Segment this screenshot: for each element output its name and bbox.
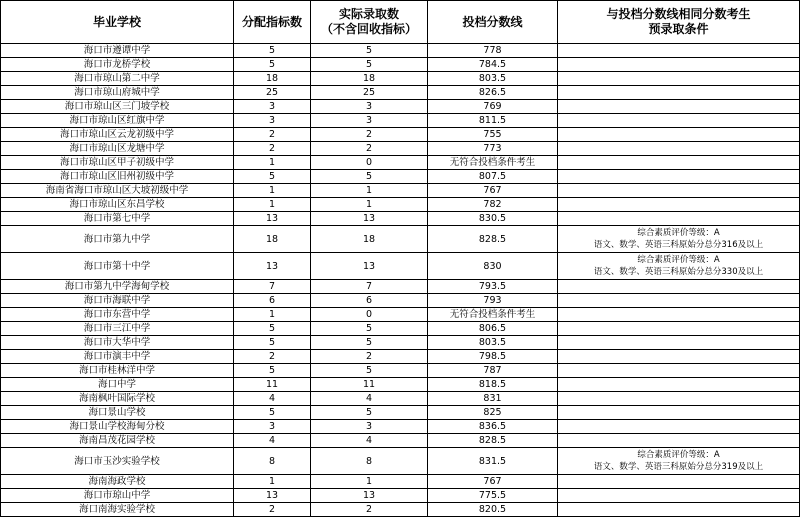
- table-row: [1, 364, 800, 378]
- quota-cell: 18: [234, 226, 311, 253]
- admitted-cell: 0: [311, 308, 428, 322]
- table-row: [1, 280, 800, 294]
- score-cell: 806.5: [428, 322, 558, 336]
- condition-cell: [558, 86, 800, 100]
- quota-cell: 25: [234, 86, 311, 100]
- table-row: [1, 100, 800, 114]
- table-row: [1, 86, 800, 100]
- table-row: [1, 489, 800, 503]
- school-cell: 海口市琼山区三门坡学校: [1, 100, 234, 114]
- table-row: [1, 226, 800, 253]
- quota-cell: 5: [234, 322, 311, 336]
- quota-cell: 5: [234, 44, 311, 58]
- condition-cell: [558, 475, 800, 489]
- condition-cell: [558, 336, 800, 350]
- header-admitted-line1: 实际录取数: [338, 7, 399, 21]
- admitted-cell: 1: [311, 198, 428, 212]
- score-cell: 820.5: [428, 503, 558, 517]
- condition-line1: 综合素质评价等级：A: [637, 450, 720, 460]
- condition-cell: [558, 406, 800, 420]
- school-cell: 海口市琼山区红旗中学: [1, 114, 234, 128]
- school-cell: 海口市第七中学: [1, 212, 234, 226]
- quota-cell: 13: [234, 253, 311, 280]
- school-cell: 海南枫叶国际学校: [1, 392, 234, 406]
- condition-cell: [558, 253, 800, 280]
- header-condition-line2: 预录取条件: [648, 22, 709, 36]
- table-row: [1, 114, 800, 128]
- table-row: [1, 322, 800, 336]
- admitted-cell: 1: [311, 184, 428, 198]
- score-cell: 793: [428, 294, 558, 308]
- table-body: [1, 44, 800, 517]
- school-cell: 海口中学: [1, 378, 234, 392]
- quota-cell: 2: [234, 350, 311, 364]
- table-row: [1, 44, 800, 58]
- quota-cell: 2: [234, 128, 311, 142]
- quota-cell: 13: [234, 212, 311, 226]
- school-cell: 海口市第九中学海甸学校: [1, 280, 234, 294]
- condition-cell: [558, 44, 800, 58]
- table-row: [1, 420, 800, 434]
- school-cell: 海南海政学校: [1, 475, 234, 489]
- header-row: [1, 1, 800, 44]
- quota-cell: 5: [234, 336, 311, 350]
- admitted-cell: 25: [311, 86, 428, 100]
- score-cell: 803.5: [428, 336, 558, 350]
- quota-cell: 7: [234, 280, 311, 294]
- score-cell: 811.5: [428, 114, 558, 128]
- quota-cell: 5: [234, 406, 311, 420]
- school-cell: 海口市桂林洋中学: [1, 364, 234, 378]
- quota-cell: 8: [234, 448, 311, 475]
- school-cell: 海口市玉沙实验学校: [1, 448, 234, 475]
- score-cell: 818.5: [428, 378, 558, 392]
- quota-cell: 5: [234, 364, 311, 378]
- school-cell: 海口市琼山区东昌学校: [1, 198, 234, 212]
- score-cell: 828.5: [428, 226, 558, 253]
- quota-cell: 2: [234, 142, 311, 156]
- school-cell: 海口市三江中学: [1, 322, 234, 336]
- admitted-cell: 5: [311, 58, 428, 72]
- score-cell: 787: [428, 364, 558, 378]
- condition-cell: [558, 114, 800, 128]
- condition-cell: [558, 170, 800, 184]
- admitted-cell: 2: [311, 503, 428, 517]
- score-cell: 807.5: [428, 170, 558, 184]
- score-cell: 784.5: [428, 58, 558, 72]
- score-cell: 830.5: [428, 212, 558, 226]
- quota-cell: 5: [234, 170, 311, 184]
- quota-cell: 1: [234, 198, 311, 212]
- admitted-cell: 7: [311, 280, 428, 294]
- admitted-cell: 8: [311, 448, 428, 475]
- table-row: [1, 212, 800, 226]
- admitted-cell: 3: [311, 100, 428, 114]
- admitted-cell: 3: [311, 420, 428, 434]
- admitted-cell: 5: [311, 44, 428, 58]
- condition-line2: 语文、数学、英语三科原始分总分330及以上: [593, 267, 764, 277]
- school-cell: 海口市琼山区甲子初级中学: [1, 156, 234, 170]
- quota-cell: 3: [234, 114, 311, 128]
- quota-cell: 2: [234, 503, 311, 517]
- header-condition-line1: 与投档分数线相同分数考生: [606, 7, 751, 21]
- quota-cell: 4: [234, 434, 311, 448]
- condition-cell: [558, 350, 800, 364]
- condition-cell: [558, 280, 800, 294]
- table-row: [1, 58, 800, 72]
- condition-cell: [558, 142, 800, 156]
- quota-cell: 1: [234, 184, 311, 198]
- school-cell: 海口市海联中学: [1, 294, 234, 308]
- condition-cell: [558, 378, 800, 392]
- condition-cell: [558, 184, 800, 198]
- school-cell: 海口南海实验学校: [1, 503, 234, 517]
- condition-cell: [558, 128, 800, 142]
- condition-cell: [558, 58, 800, 72]
- condition-line2: 语文、数学、英语三科原始分总分316及以上: [593, 240, 764, 250]
- table-row: [1, 198, 800, 212]
- school-cell: 海口市遵谭中学: [1, 44, 234, 58]
- condition-cell: [558, 489, 800, 503]
- table-row: [1, 503, 800, 517]
- score-cell: 793.5: [428, 280, 558, 294]
- admitted-cell: 5: [311, 364, 428, 378]
- admitted-cell: 13: [311, 253, 428, 280]
- school-cell: 海口市大华中学: [1, 336, 234, 350]
- score-cell: 775.5: [428, 489, 558, 503]
- school-cell: 海南昌茂花园学校: [1, 434, 234, 448]
- table-row: [1, 128, 800, 142]
- condition-cell: [558, 308, 800, 322]
- score-cell: 831: [428, 392, 558, 406]
- school-cell: 海口市琼山区龙塘中学: [1, 142, 234, 156]
- table-row: [1, 475, 800, 489]
- admitted-cell: 2: [311, 142, 428, 156]
- table-row: [1, 142, 800, 156]
- admitted-cell: 5: [311, 170, 428, 184]
- admitted-cell: 18: [311, 72, 428, 86]
- score-cell: 无符合投档条件考生: [428, 308, 558, 322]
- condition-cell: [558, 392, 800, 406]
- table-row: [1, 294, 800, 308]
- table-row: [1, 434, 800, 448]
- score-cell: 831.5: [428, 448, 558, 475]
- condition-cell: [558, 294, 800, 308]
- condition-cell: [558, 72, 800, 86]
- score-cell: 778: [428, 44, 558, 58]
- score-cell: 826.5: [428, 86, 558, 100]
- condition-cell: [558, 503, 800, 517]
- header-admitted: [311, 1, 428, 44]
- condition-cell: [558, 100, 800, 114]
- score-cell: 825: [428, 406, 558, 420]
- score-cell: 836.5: [428, 420, 558, 434]
- score-cell: 782: [428, 198, 558, 212]
- admitted-cell: 13: [311, 489, 428, 503]
- admitted-cell: 6: [311, 294, 428, 308]
- admitted-cell: 2: [311, 128, 428, 142]
- school-cell: 海口景山学校海甸分校: [1, 420, 234, 434]
- table-row: [1, 448, 800, 475]
- table-row: [1, 406, 800, 420]
- header-quota: 分配指标数: [234, 1, 311, 44]
- table-row: [1, 336, 800, 350]
- table-row: [1, 170, 800, 184]
- school-cell: 海口市东营中学: [1, 308, 234, 322]
- table-row: [1, 378, 800, 392]
- school-cell: 海口市第九中学: [1, 226, 234, 253]
- admitted-cell: 13: [311, 212, 428, 226]
- school-cell: 海口市琼山第二中学: [1, 72, 234, 86]
- table-row: [1, 392, 800, 406]
- admitted-cell: 4: [311, 434, 428, 448]
- condition-cell: [558, 448, 800, 475]
- school-cell: 海口景山学校: [1, 406, 234, 420]
- school-cell: 海口市第十中学: [1, 253, 234, 280]
- header-condition: [558, 1, 800, 44]
- condition-cell: [558, 156, 800, 170]
- school-cell: 海口市琼山府城中学: [1, 86, 234, 100]
- header-school: 毕业学校: [1, 1, 234, 44]
- table-row: [1, 350, 800, 364]
- condition-line1: 综合素质评价等级：A: [637, 255, 720, 265]
- score-cell: 755: [428, 128, 558, 142]
- school-cell: 海口市琼山区旧州初级中学: [1, 170, 234, 184]
- admitted-cell: 11: [311, 378, 428, 392]
- admitted-cell: 4: [311, 392, 428, 406]
- condition-cell: [558, 226, 800, 253]
- condition-cell: [558, 198, 800, 212]
- admitted-cell: 0: [311, 156, 428, 170]
- table-row: [1, 72, 800, 86]
- score-cell: 830: [428, 253, 558, 280]
- condition-cell: [558, 212, 800, 226]
- quota-cell: 18: [234, 72, 311, 86]
- condition-cell: [558, 420, 800, 434]
- table-row: [1, 184, 800, 198]
- quota-cell: 11: [234, 378, 311, 392]
- school-cell: 海口市龙桥学校: [1, 58, 234, 72]
- header-score: 投档分数线: [428, 1, 558, 44]
- score-cell: 798.5: [428, 350, 558, 364]
- quota-cell: 3: [234, 420, 311, 434]
- quota-cell: 1: [234, 156, 311, 170]
- school-cell: 海口市琼山区云龙初级中学: [1, 128, 234, 142]
- score-cell: 767: [428, 475, 558, 489]
- quota-cell: 1: [234, 475, 311, 489]
- quota-cell: 1: [234, 308, 311, 322]
- header-admitted-line2: （不含回收指标）: [320, 22, 417, 36]
- admitted-cell: 1: [311, 475, 428, 489]
- quota-cell: 5: [234, 58, 311, 72]
- admitted-cell: 2: [311, 350, 428, 364]
- score-cell: 803.5: [428, 72, 558, 86]
- condition-line1: 综合素质评价等级：A: [637, 228, 720, 238]
- score-cell: 773: [428, 142, 558, 156]
- admitted-cell: 5: [311, 336, 428, 350]
- quota-cell: 6: [234, 294, 311, 308]
- score-cell: 无符合投档条件考生: [428, 156, 558, 170]
- quota-cell: 3: [234, 100, 311, 114]
- quota-cell: 4: [234, 392, 311, 406]
- admitted-cell: 5: [311, 406, 428, 420]
- score-cell: 769: [428, 100, 558, 114]
- score-cell: 828.5: [428, 434, 558, 448]
- admitted-cell: 3: [311, 114, 428, 128]
- school-cell: 海口市琼山中学: [1, 489, 234, 503]
- quota-cell: 13: [234, 489, 311, 503]
- condition-cell: [558, 322, 800, 336]
- condition-line2: 语文、数学、英语三科原始分总分319及以上: [593, 462, 764, 472]
- condition-cell: [558, 434, 800, 448]
- admitted-cell: 18: [311, 226, 428, 253]
- admitted-cell: 5: [311, 322, 428, 336]
- table-row: [1, 308, 800, 322]
- school-cell: 海口市演丰中学: [1, 350, 234, 364]
- condition-cell: [558, 364, 800, 378]
- table-row: [1, 156, 800, 170]
- table-row: [1, 253, 800, 280]
- score-cell: 767: [428, 184, 558, 198]
- school-cell: 海南省海口市琼山区大坡初级中学: [1, 184, 234, 198]
